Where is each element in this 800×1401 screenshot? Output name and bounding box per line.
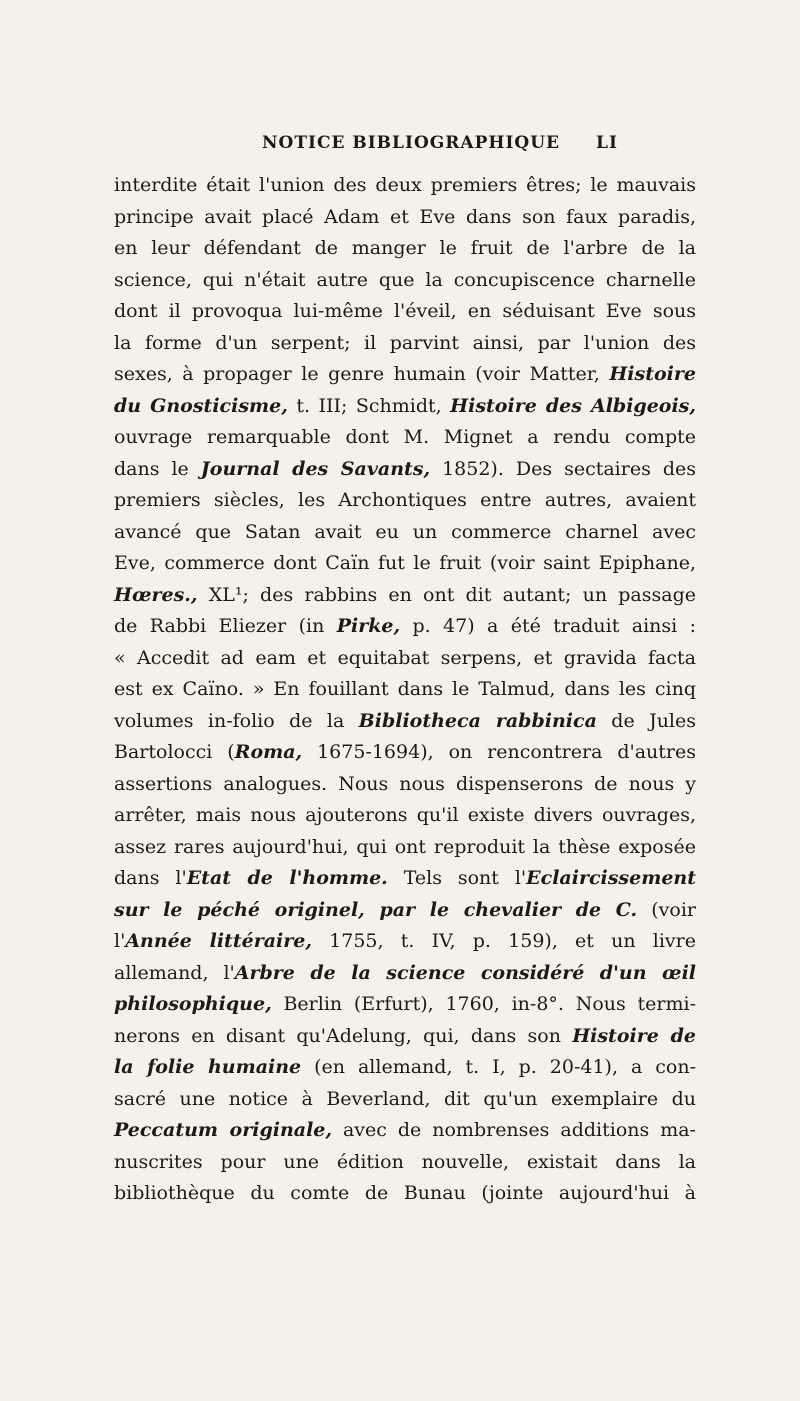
text-run: sacré une notice à Beverland, dit qu'un exemplaire du <box>114 1087 696 1110</box>
text-run: sexes, à propager le genre humain (voir Matter, <box>114 363 610 385</box>
text-run: nuscrites pour une édition nouvelle, existait dans la <box>114 1150 696 1173</box>
text-run: assertions analogues. Nous nous dispenserons de nous y <box>114 772 696 795</box>
italic-run: Histoire de <box>572 1024 696 1047</box>
text-run: allemand, l' <box>114 961 235 984</box>
italic-run: Roma, <box>234 741 303 763</box>
text-line <box>114 674 696 706</box>
text-run: de Rabbi Eliezer (in <box>114 615 337 637</box>
italic-run: Eclaircissement <box>526 867 696 889</box>
text-line <box>114 737 696 769</box>
italic-run: Journal des Savants, <box>200 457 431 480</box>
italic-run: sur le péché originel, par le chevalier de C. <box>114 898 638 921</box>
italic-run: Peccatum originale, <box>114 1119 332 1141</box>
italic-run: Hœres., <box>114 583 198 606</box>
page-number: LI <box>596 133 618 153</box>
italic-run: Etat de l'homme. <box>186 867 388 889</box>
text-run: Bartolocci ( <box>114 741 235 763</box>
text-run: 1852). Des sectaires des <box>430 457 696 480</box>
text-run: de Jules <box>596 709 696 732</box>
text-run: XL¹; des rabbins en ont dit autant; un passage <box>197 583 696 606</box>
text-run: la forme d'un serpent; il parvint ainsi, par l'union des <box>114 331 696 354</box>
text-run: t. III; Schmidt, <box>287 394 451 417</box>
text-line <box>114 517 696 549</box>
italic-run: Histoire <box>609 363 696 385</box>
running-header: NOTICE BIBLIOGRAPHIQUE <box>262 133 560 153</box>
text-line <box>114 391 696 423</box>
text-run: arrêter, mais nous ajouterons qu'il existe divers ouvrages, <box>114 804 696 826</box>
text-run: volumes in-folio de la <box>114 709 359 732</box>
italic-run: du Gnosticisme, <box>114 394 288 417</box>
text-run: en leur défendant de manger le fruit de l'arbre de la <box>114 237 696 259</box>
text-run: principe avait placé Adam et Eve dans son faux paradis, <box>114 205 696 228</box>
text-line <box>114 548 696 580</box>
text-line <box>114 926 696 958</box>
italic-run: Année littéraire, <box>125 930 312 952</box>
text-run: science, qui n'était autre que la concupiscence charnelle <box>114 268 696 291</box>
italic-run: Arbre de la science considéré d'un œil <box>234 961 696 984</box>
text-run: Tels sont l' <box>387 867 527 889</box>
text-line <box>114 328 696 360</box>
italic-run: la folie humaine <box>114 1056 302 1078</box>
text-line <box>114 895 696 927</box>
text-line <box>114 643 696 675</box>
text-run: ouvrage remarquable dont M. Mignet a rendu compte <box>114 426 696 448</box>
text-line <box>114 580 696 612</box>
text-line <box>114 1084 696 1116</box>
text-run: (voir <box>637 898 696 921</box>
text-run: avec de nombrenses additions ma- <box>332 1119 696 1141</box>
text-run: assez rares aujourd'hui, qui ont reproduit la thèse exposée <box>114 835 696 858</box>
text-line <box>114 800 696 832</box>
italic-run: philosophique, <box>114 993 272 1015</box>
text-run: Berlin (Erfurt), 1760, in-8°. Nous termi- <box>271 993 696 1015</box>
italic-run: Pirke, <box>336 615 401 637</box>
text-line <box>114 454 696 486</box>
text-run: interdite était l'union des deux premiers êtres; le mauvais <box>114 174 696 196</box>
text-line <box>114 769 696 801</box>
text-line <box>114 1021 696 1053</box>
text-line <box>114 422 696 454</box>
body-text <box>114 170 696 1210</box>
text-line <box>114 1115 696 1147</box>
text-run: est ex Caïno. » En fouillant dans le Talmud, dans les cinq <box>114 678 696 700</box>
text-run: p. 47) a été traduit ainsi : <box>400 615 697 637</box>
text-line <box>114 170 696 202</box>
text-line <box>114 832 696 864</box>
text-run: 1675-1694), on rencontrera d'autres <box>302 741 696 763</box>
text-line <box>114 296 696 328</box>
text-run: 1755, t. IV, p. 159), et un livre <box>311 930 696 952</box>
text-line <box>114 706 696 738</box>
text-run: Eve, commerce dont Caïn fut le fruit (voir saint Epiphane, <box>114 552 696 574</box>
text-run: « Accedit ad eam et equitabat serpens, et gravida facta <box>114 646 696 669</box>
text-line <box>114 989 696 1021</box>
text-run: avancé que Satan avait eu un commerce charnel avec <box>114 520 696 543</box>
text-line <box>114 1147 696 1179</box>
text-line <box>114 1052 696 1084</box>
italic-run: Bibliotheca rabbinica <box>358 709 597 732</box>
text-line <box>114 233 696 265</box>
text-run: premiers siècles, les Archontiques entre autres, avaient <box>114 489 696 511</box>
text-run: dont il provoqua lui-même l'éveil, en séduisant Eve sous <box>114 300 696 322</box>
text-run: dans le <box>114 457 201 480</box>
text-run: (en allemand, t. I, p. 20-41), a con- <box>301 1056 696 1078</box>
text-line <box>114 958 696 990</box>
text-line <box>114 1178 696 1210</box>
text-run: dans l' <box>114 867 187 889</box>
text-line <box>114 485 696 517</box>
text-line <box>114 611 696 643</box>
italic-run: Histoire des Albigeois, <box>450 394 696 417</box>
text-line <box>114 359 696 391</box>
text-line <box>114 265 696 297</box>
text-run: bibliothèque du comte de Bunau (jointe aujourd'hui à <box>114 1182 696 1204</box>
text-run: l' <box>114 930 126 952</box>
text-line <box>114 202 696 234</box>
text-line <box>114 863 696 895</box>
text-run: nerons en disant qu'Adelung, qui, dans son <box>114 1024 573 1047</box>
